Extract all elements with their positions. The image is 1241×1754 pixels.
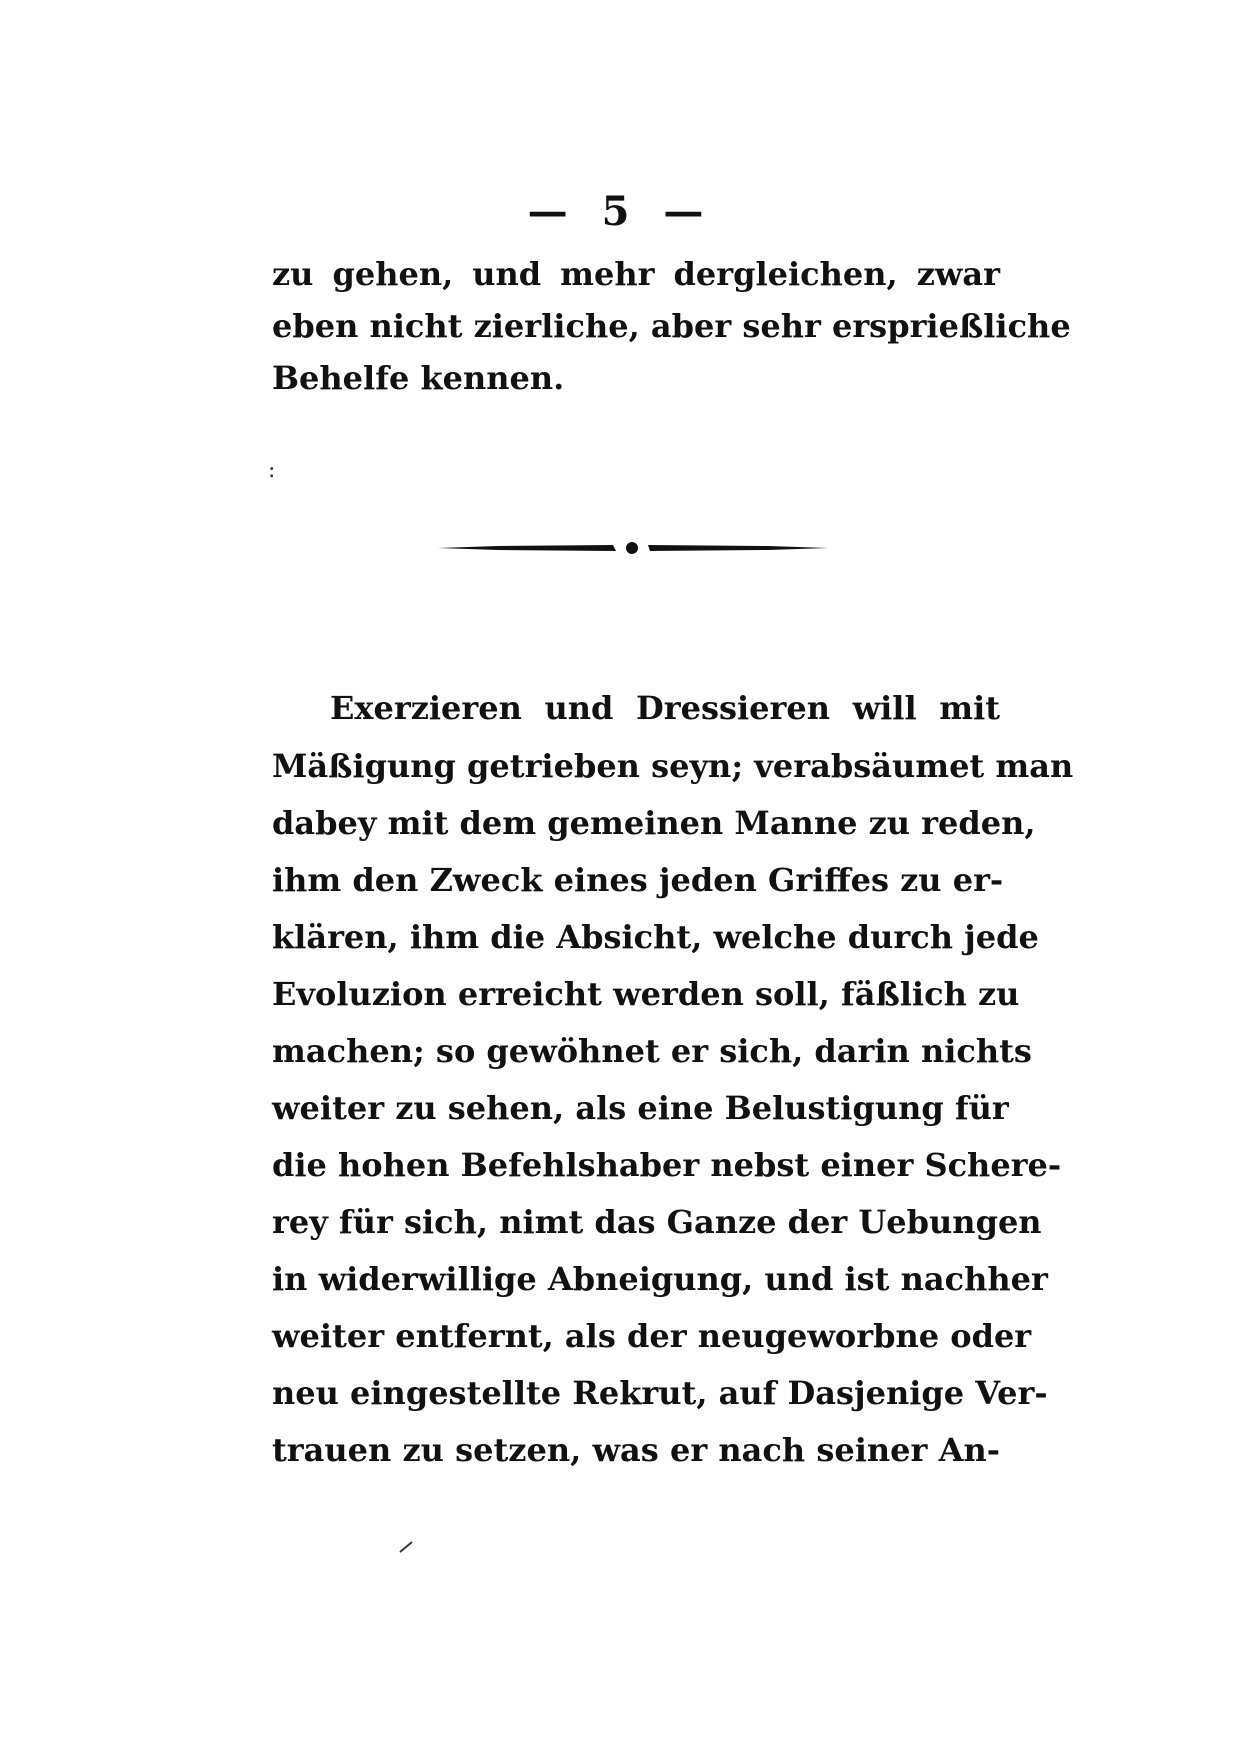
text-line: eben nicht zierliche, aber sehr ersprießliche bbox=[272, 307, 1071, 345]
text-line: ihm den Zweck eines jeden Griffes zu er- bbox=[272, 861, 1004, 899]
page-number: — 5 — bbox=[527, 188, 714, 235]
text-line: die hohen Befehlshaber nebst einer Schere- bbox=[272, 1146, 1062, 1184]
text-line: zu gehen, und mehr dergleichen, zwar bbox=[272, 255, 1000, 293]
text-line: weiter entfernt, als der neugeworbne oder bbox=[272, 1317, 1032, 1355]
text-line: machen; so gewöhnet er sich, darin nichts bbox=[272, 1032, 1032, 1070]
print-speck bbox=[398, 1540, 414, 1554]
text-line: Mäßigung getrieben seyn; verabsäumet man bbox=[272, 747, 1074, 785]
text-line: in widerwillige Abneigung, und ist nachher bbox=[272, 1260, 1048, 1298]
text-line: neu eingestellte Rekrut, auf Dasjenige Ver- bbox=[272, 1374, 1048, 1412]
text-line: dabey mit dem gemeinen Manne zu reden, bbox=[272, 804, 1036, 842]
print-speck: : bbox=[268, 458, 276, 483]
section-divider-ornament bbox=[438, 540, 828, 556]
text-line: klären, ihm die Absicht, welche durch jede bbox=[272, 918, 1039, 956]
text-line: rey für sich, nimt das Ganze der Uebungen bbox=[272, 1203, 1042, 1241]
text-line: trauen zu setzen, was er nach seiner An- bbox=[272, 1431, 1000, 1469]
text-line: Evoluzion erreicht werden soll, fäßlich zu bbox=[272, 975, 1020, 1013]
text-line: Behelfe kennen. bbox=[272, 359, 565, 397]
text-line: weiter zu sehen, als eine Belustigung für bbox=[272, 1089, 1009, 1127]
text-line: Exerzieren und Dressieren will mit bbox=[330, 689, 1000, 727]
